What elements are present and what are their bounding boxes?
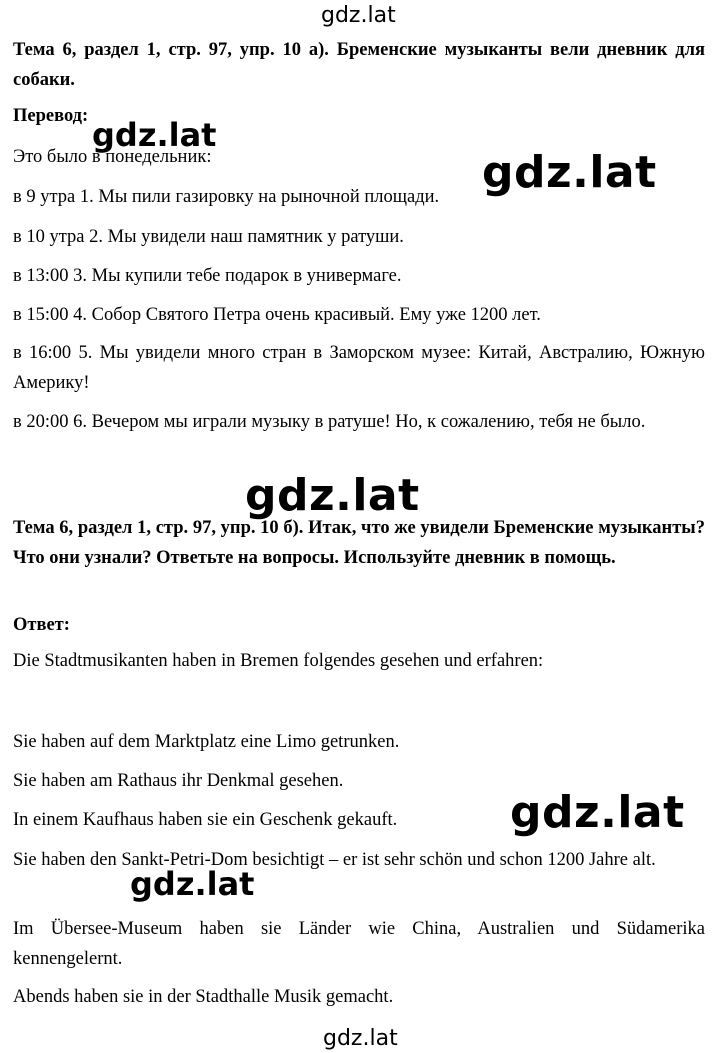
watermark-overlay: gdz.lat <box>245 470 420 521</box>
answer-line: Sie haben auf dem Marktplatz eine Limo getrunken. <box>13 732 400 752</box>
diary-entry: в 20:00 6. Вечером мы играли музыку в ратуше! Но, к сожалению, тебя не было. <box>13 412 646 432</box>
watermark-overlay: gdz.lat <box>482 147 657 198</box>
watermark-overlay: gdz.lat <box>130 865 255 903</box>
answer-line: Abends haben sie in der Stadthalle Musik gemacht. <box>13 987 394 1007</box>
answer-line: Im Übersee-Museum haben sie Länder wie China, Australien und Südamerika kennengelernt. <box>13 919 705 969</box>
diary-entry: в 16:00 5. Мы увидели много стран в Заморском музее: Китай, Австралию, Южную Америку! <box>13 343 705 393</box>
answer-line: Sie haben den Sankt-Petri-Dom besichtigt – er ist sehr schön und schon 1200 Jahre alt. <box>13 850 656 870</box>
diary-intro: Это было в понедельник: <box>13 147 212 167</box>
diary-entry: в 15:00 4. Собор Святого Петра очень красивый. Ему уже 1200 лет. <box>13 305 541 325</box>
watermark-top: gdz.lat <box>321 3 396 28</box>
section1-heading: Тема 6, раздел 1, стр. 97, упр. 10 а). Бременские музыканты вели дневник для собаки. <box>13 40 705 90</box>
translation-label: Перевод: <box>13 106 89 126</box>
answer-line: In einem Kaufhaus haben sie ein Geschenk gekauft. <box>13 810 398 830</box>
diary-entry: в 9 утра 1. Мы пили газировку на рыночной площади. <box>13 187 440 207</box>
answer-label: Ответ: <box>13 615 70 635</box>
watermark-overlay: gdz.lat <box>92 116 217 154</box>
diary-entry: в 10 утра 2. Мы увидели наш памятник у ратуши. <box>13 227 404 247</box>
answer-line: Sie haben am Rathaus ihr Denkmal gesehen. <box>13 771 344 791</box>
section2-heading: Тема 6, раздел 1, стр. 97, упр. 10 б). Итак, что же увидели Бременские музыканты? Что они узнали? Ответьте на вопросы. Используйте дневник в помощь. <box>13 518 705 568</box>
watermark-overlay: gdz.lat <box>510 787 685 838</box>
watermark-bottom: gdz.lat <box>323 1026 398 1051</box>
diary-entry: в 13:00 3. Мы купили тебе подарок в универмаге. <box>13 266 402 286</box>
answer-intro: Die Stadtmusikanten haben in Bremen folgendes gesehen und erfahren: <box>13 651 544 671</box>
